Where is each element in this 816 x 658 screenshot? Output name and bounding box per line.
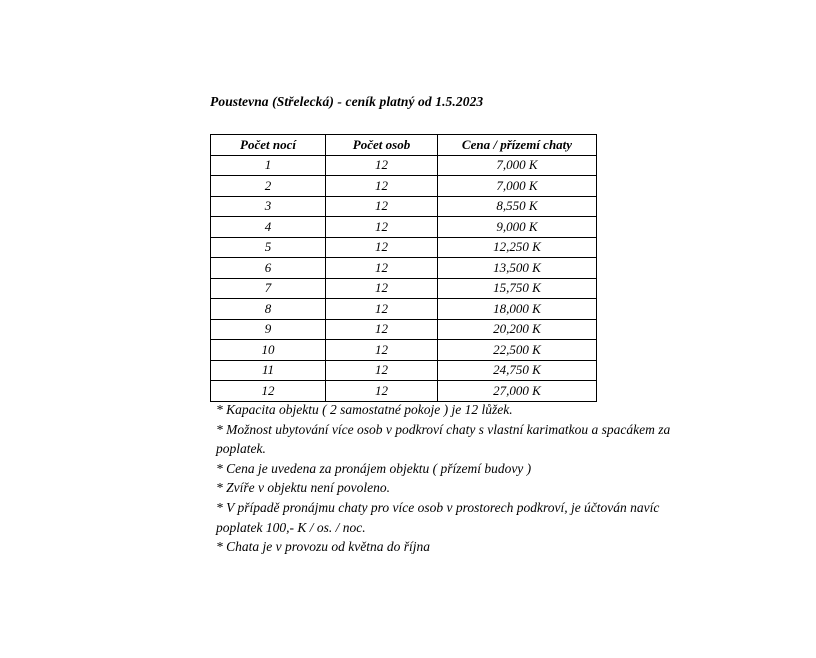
- cell-price: 12,250 K: [438, 237, 597, 258]
- cell-persons: 12: [326, 217, 438, 238]
- note-item: * Chata je v provozu od května do října: [216, 539, 430, 555]
- cell-nights: 9: [211, 319, 326, 340]
- notes-list: [216, 400, 686, 557]
- cell-persons: 12: [326, 155, 438, 176]
- note-item: * Zvíře v objektu není povoleno.: [216, 480, 390, 496]
- cell-price: 9,000 K: [438, 217, 597, 238]
- note-item: * Cena je uvedena za pronájem objektu ( přízemí budovy ): [216, 460, 532, 476]
- cell-price: 8,550 K: [438, 196, 597, 217]
- cell-price: 20,200 K: [438, 319, 597, 340]
- cell-price: 7,000 K: [438, 176, 597, 197]
- cell-nights: 3: [211, 196, 326, 217]
- table-row: [211, 176, 597, 197]
- table-row: [211, 360, 597, 381]
- cell-persons: 12: [326, 176, 438, 197]
- table-header-row: [211, 135, 597, 156]
- cell-price: 7,000 K: [438, 155, 597, 176]
- cell-persons: 12: [326, 319, 438, 340]
- table-row: [211, 237, 597, 258]
- cell-persons: 12: [326, 237, 438, 258]
- page-title: Poustevna (Střelecká) - ceník platný od 1.5.2023: [210, 94, 484, 109]
- cell-persons: 12: [326, 278, 438, 299]
- table-header-nights: Počet nocí: [211, 135, 326, 156]
- cell-persons: 12: [326, 299, 438, 320]
- table-header-price: Cena / přízemí chaty: [438, 135, 597, 156]
- cell-nights: 4: [211, 217, 326, 238]
- table-row: [211, 381, 597, 402]
- cell-nights: 1: [211, 155, 326, 176]
- table-row: [211, 319, 597, 340]
- cell-nights: 5: [211, 237, 326, 258]
- table-row: [211, 196, 597, 217]
- cell-nights: 2: [211, 176, 326, 197]
- cell-price: 24,750 K: [438, 360, 597, 381]
- table-row: [211, 340, 597, 361]
- cell-price: 22,500 K: [438, 340, 597, 361]
- table-row: [211, 258, 597, 279]
- cell-price: 18,000 K: [438, 299, 597, 320]
- cell-persons: 12: [326, 258, 438, 279]
- note-item: * Možnost ubytování více osob v podkroví chaty s vlastní karimatkou a spacákem za poplatek.: [216, 421, 671, 457]
- cell-nights: 12: [211, 381, 326, 402]
- cell-persons: 12: [326, 196, 438, 217]
- cell-persons: 12: [326, 360, 438, 381]
- cell-persons: 12: [326, 340, 438, 361]
- cell-price: 15,750 K: [438, 278, 597, 299]
- cell-nights: 7: [211, 278, 326, 299]
- cell-nights: 6: [211, 258, 326, 279]
- table-row: [211, 278, 597, 299]
- table-row: [211, 299, 597, 320]
- note-item: * V případě pronájmu chaty pro více osob v prostorech podkroví, je účtován navíc poplatek 100,- K / os. / noc.: [216, 499, 660, 535]
- pricing-table: [210, 134, 597, 402]
- cell-price: 27,000 K: [438, 381, 597, 402]
- table-header-persons: Počet osob: [326, 135, 438, 156]
- note-item: * Kapacita objektu ( 2 samostatné pokoje ) je 12 lůžek.: [216, 402, 513, 417]
- cell-nights: 10: [211, 340, 326, 361]
- cell-persons: 12: [326, 381, 438, 402]
- table-row: [211, 217, 597, 238]
- table-row: [211, 155, 597, 176]
- cell-nights: 8: [211, 299, 326, 320]
- cell-nights: 11: [211, 360, 326, 381]
- cell-price: 13,500 K: [438, 258, 597, 279]
